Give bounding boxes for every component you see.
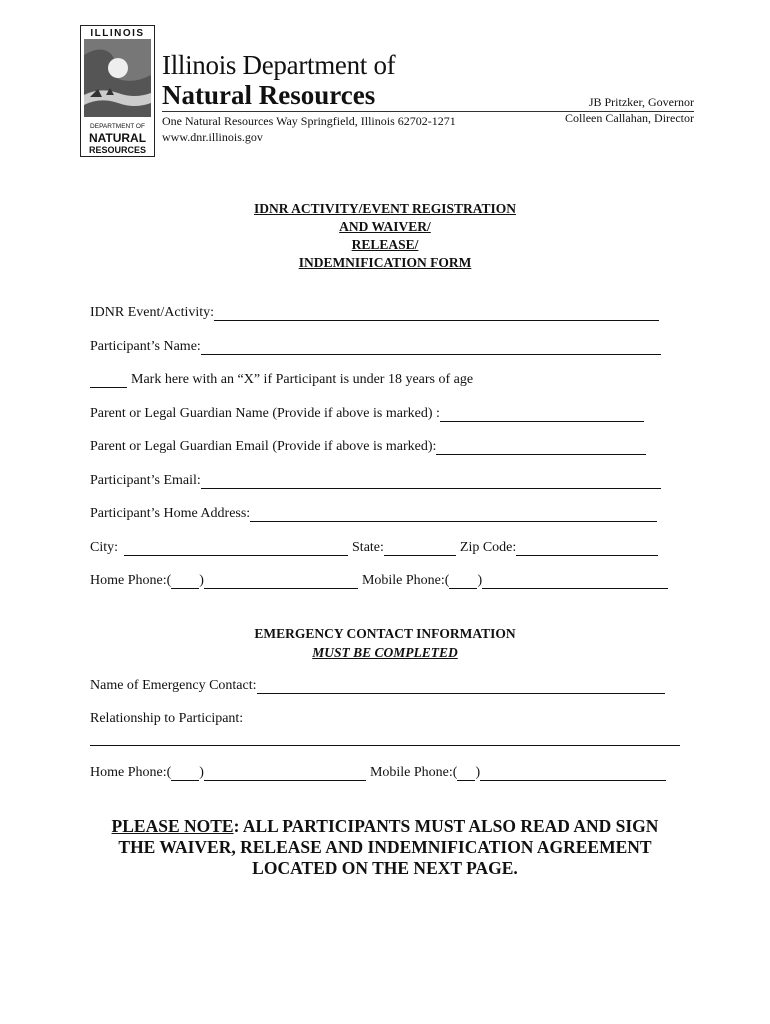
note-line1-rest: : ALL PARTICIPANTS MUST ALSO READ AND SIGN [233,816,659,836]
state-label: State: [352,540,384,555]
relationship-input[interactable] [90,745,680,746]
emergency-contact-name-field [90,678,665,694]
participant-name-label: Participant’s Name: [90,339,201,354]
emergency-home-phone-input[interactable] [204,766,366,781]
home-address-field [90,506,657,522]
under18-label: Mark here with an “X” if Participant is under 18 years of age [131,372,474,387]
emergency-mobile-phone-paren: ) [475,765,481,780]
please-note-block [0,816,770,879]
relationship-label: Relationship to Participant: [90,711,244,726]
emergency-contact-name-label: Name of Emergency Contact: [90,678,257,693]
home-phone-paren: ) [199,573,204,588]
guardian-email-label: Parent or Legal Guardian Email (Provide if above is marked): [90,439,437,454]
home-phone-label: Home Phone:( [90,573,172,588]
state-input[interactable] [384,541,456,556]
guardian-name-input[interactable] [440,407,644,422]
home-address-input[interactable] [250,507,657,522]
form-title [0,200,770,272]
note-line3: LOCATED ON THE NEXT PAGE. [252,858,518,878]
emergency-contact-heading [0,624,770,662]
logo-top-text: ILLINOIS [90,28,145,39]
participant-name-input[interactable] [201,340,661,355]
home-phone-area-input[interactable] [171,574,199,589]
emergency-home-phone-area-input[interactable] [171,766,199,781]
participant-name-field [90,339,661,355]
zip-input[interactable] [516,541,658,556]
guardian-email-field [90,439,646,455]
form-title-line3: RELEASE/ [351,237,419,252]
department-name-line1: Illinois Department of [162,50,396,80]
emergency-mobile-phone-input[interactable] [480,766,666,781]
city-input[interactable] [124,541,348,556]
relationship-field [90,711,243,727]
under18-field [90,372,473,388]
guardian-email-input[interactable] [436,440,646,455]
mobile-phone-label: Mobile Phone:( [361,573,450,588]
department-website: www.dnr.illinois.gov [162,130,263,144]
zip-label: Zip Code: [459,540,517,555]
participant-email-input[interactable] [201,474,661,489]
mobile-phone-input[interactable] [482,574,668,589]
department-address: One Natural Resources Way Springfield, Illinois 62702-1271 [162,114,456,128]
emergency-mobile-phone-area-input[interactable] [457,766,475,781]
city-label: City: [90,540,119,555]
emergency-contact-title: EMERGENCY CONTACT INFORMATION [254,626,516,641]
note-line1 [0,816,770,837]
form-title-line1: IDNR ACTIVITY/EVENT REGISTRATION [253,201,517,216]
idnr-logo [80,25,155,157]
city-state-zip-field [90,540,658,556]
logo-bottom-text-2: NATURAL [88,131,147,145]
home-phone-input[interactable] [204,574,358,589]
participant-email-field [90,473,661,489]
governor-name: JB Pritzker, Governor [588,95,694,109]
form-title-line2: AND WAIVER/ [339,219,431,234]
note-line2: THE WAIVER, RELEASE AND INDEMNIFICATION AGREEMENT [118,837,652,857]
form-title-line4: INDEMNIFICATION FORM [298,255,472,270]
event-field [90,305,659,321]
under18-mark-input[interactable] [90,373,127,388]
home-address-label: Participant’s Home Address: [90,506,251,521]
guardian-name-label: Parent or Legal Guardian Name (Provide if above is marked) : [90,406,440,421]
participant-email-label: Participant’s Email: [90,473,201,488]
emergency-home-phone-label: Home Phone:( [90,765,172,780]
department-name-line2: Natural Resources [162,80,376,110]
mobile-phone-area-input[interactable] [449,574,477,589]
emergency-mobile-phone-label: Mobile Phone:( [369,765,458,780]
phone-field [90,573,668,589]
event-input[interactable] [214,306,659,321]
emergency-home-phone-paren: ) [199,765,204,780]
event-label: IDNR Event/Activity: [90,305,215,320]
emergency-contact-name-input[interactable] [257,679,665,694]
logo-bottom-text-1: DEPARTMENT OF [90,123,145,130]
guardian-name-field [90,406,644,422]
emergency-contact-required-note: MUST BE COMPLETED [312,645,458,660]
director-name: Colleen Callahan, Director [565,111,694,125]
note-lead: PLEASE NOTE [111,816,234,836]
mobile-phone-paren: ) [477,573,483,588]
logo-bottom-text-3: RESOURCES [88,145,147,155]
emergency-phone-field [90,765,666,781]
